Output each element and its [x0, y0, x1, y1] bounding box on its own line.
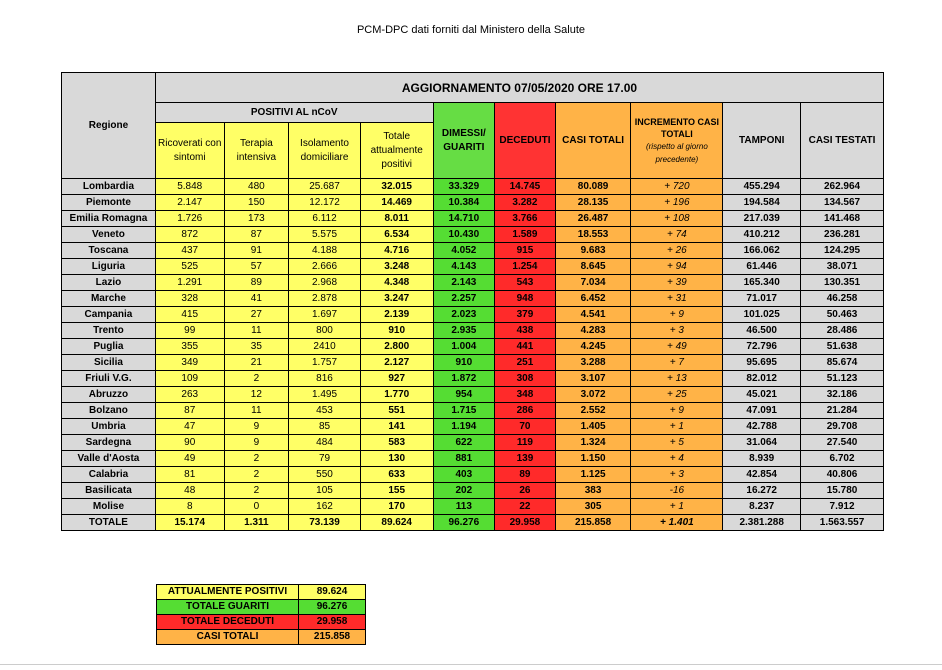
cell-terapia: 35 [224, 339, 289, 355]
cell-casi-testati: 21.284 [801, 403, 884, 419]
cell-totale-positivi: 141 [360, 419, 433, 435]
cell-deceduti: 26 [495, 483, 556, 499]
cell-incremento: + 1.401 [631, 515, 723, 531]
cell-casi-testati: 1.563.557 [801, 515, 884, 531]
page-title: PCM-DPC dati forniti dal Ministero della Salute [356, 24, 586, 36]
cell-totale-positivi: 3.247 [360, 291, 433, 307]
cell-ricoverati: 49 [155, 451, 224, 467]
cell-casi-totali: 305 [555, 499, 631, 515]
cell-regione: Calabria [62, 467, 156, 483]
cell-terapia: 89 [224, 275, 289, 291]
cell-isolamento: 2.968 [289, 275, 361, 291]
cell-incremento: + 31 [631, 291, 723, 307]
cell-incremento: + 196 [631, 195, 723, 211]
cell-deceduti: 29.958 [495, 515, 556, 531]
cell-regione: Umbria [62, 419, 156, 435]
cell-tamponi: 217.039 [723, 211, 801, 227]
cell-casi-testati: 27.540 [801, 435, 884, 451]
cell-terapia: 91 [224, 243, 289, 259]
cell-casi-testati: 130.351 [801, 275, 884, 291]
cell-tamponi: 46.500 [723, 323, 801, 339]
cell-ricoverati: 263 [155, 387, 224, 403]
cell-totale-positivi: 32.015 [360, 179, 433, 195]
cell-dimessi: 1.194 [433, 419, 495, 435]
cell-isolamento: 1.495 [289, 387, 361, 403]
cell-totale-positivi: 2.139 [360, 307, 433, 323]
cell-isolamento: 79 [289, 451, 361, 467]
cell-regione: Piemonte [62, 195, 156, 211]
cell-casi-testati: 134.567 [801, 195, 884, 211]
cell-isolamento: 2.666 [289, 259, 361, 275]
page-divider [0, 664, 942, 665]
table-row [62, 227, 884, 243]
cell-isolamento: 2.878 [289, 291, 361, 307]
cell-ricoverati: 349 [155, 355, 224, 371]
cell-dimessi: 1.872 [433, 371, 495, 387]
cell-isolamento: 25.687 [289, 179, 361, 195]
cell-dimessi: 1.715 [433, 403, 495, 419]
cell-terapia: 2 [224, 483, 289, 499]
cell-deceduti: 139 [495, 451, 556, 467]
cell-terapia: 173 [224, 211, 289, 227]
cell-incremento: + 49 [631, 339, 723, 355]
cell-regione: Sardegna [62, 435, 156, 451]
table-row [62, 499, 884, 515]
cell-terapia: 9 [224, 435, 289, 451]
cell-dimessi: 881 [433, 451, 495, 467]
cell-dimessi: 10.430 [433, 227, 495, 243]
cell-deceduti: 543 [495, 275, 556, 291]
cell-casi-testati: 38.071 [801, 259, 884, 275]
cell-casi-totali: 7.034 [555, 275, 631, 291]
cell-incremento: + 13 [631, 371, 723, 387]
cell-casi-totali: 3.107 [555, 371, 631, 387]
cell-incremento: + 94 [631, 259, 723, 275]
cell-ricoverati: 872 [155, 227, 224, 243]
summary-row [157, 615, 366, 630]
cell-dimessi: 33.329 [433, 179, 495, 195]
cell-ricoverati: 328 [155, 291, 224, 307]
cell-dimessi: 954 [433, 387, 495, 403]
cell-terapia: 2 [224, 451, 289, 467]
cell-totale-positivi: 155 [360, 483, 433, 499]
header-deceduti: DECEDUTI [495, 103, 556, 179]
cell-deceduti: 22 [495, 499, 556, 515]
cell-totale-positivi: 910 [360, 323, 433, 339]
cell-totale-positivi: 4.348 [360, 275, 433, 291]
cell-ricoverati: 15.174 [155, 515, 224, 531]
cell-incremento: + 9 [631, 307, 723, 323]
cell-dimessi: 622 [433, 435, 495, 451]
cell-casi-totali: 3.288 [555, 355, 631, 371]
cell-casi-totali: 4.541 [555, 307, 631, 323]
cell-deceduti: 379 [495, 307, 556, 323]
summary-row [157, 630, 366, 645]
cell-tamponi: 61.446 [723, 259, 801, 275]
cell-terapia: 11 [224, 403, 289, 419]
cell-ricoverati: 5.848 [155, 179, 224, 195]
cell-dimessi: 14.710 [433, 211, 495, 227]
cell-regione: Liguria [62, 259, 156, 275]
cell-dimessi: 403 [433, 467, 495, 483]
cell-totale-positivi: 14.469 [360, 195, 433, 211]
cell-terapia: 0 [224, 499, 289, 515]
header-totale-positivi: Totale attualmente positivi [360, 123, 433, 179]
cell-deceduti: 1.589 [495, 227, 556, 243]
cell-tamponi: 166.062 [723, 243, 801, 259]
cell-isolamento: 1.697 [289, 307, 361, 323]
cell-terapia: 480 [224, 179, 289, 195]
cell-incremento: + 26 [631, 243, 723, 259]
cell-isolamento: 5.575 [289, 227, 361, 243]
cell-terapia: 27 [224, 307, 289, 323]
cell-dimessi: 2.023 [433, 307, 495, 323]
cell-incremento: + 39 [631, 275, 723, 291]
cell-isolamento: 816 [289, 371, 361, 387]
cell-ricoverati: 525 [155, 259, 224, 275]
table-row [62, 179, 884, 195]
cell-casi-totali: 6.452 [555, 291, 631, 307]
cell-deceduti: 3.282 [495, 195, 556, 211]
cell-casi-testati: 50.463 [801, 307, 884, 323]
cell-casi-testati: 236.281 [801, 227, 884, 243]
summary-label: TOTALE DECEDUTI [157, 615, 299, 630]
cell-incremento: + 3 [631, 467, 723, 483]
cell-totale-positivi: 551 [360, 403, 433, 419]
table-row [62, 451, 884, 467]
cell-regione: Lombardia [62, 179, 156, 195]
cell-deceduti: 915 [495, 243, 556, 259]
cell-tamponi: 42.854 [723, 467, 801, 483]
cell-regione: Emilia Romagna [62, 211, 156, 227]
cell-casi-totali: 1.405 [555, 419, 631, 435]
cell-regione: Sicilia [62, 355, 156, 371]
cell-tamponi: 165.340 [723, 275, 801, 291]
cell-dimessi: 4.143 [433, 259, 495, 275]
cell-casi-totali: 80.089 [555, 179, 631, 195]
cell-casi-totali: 4.245 [555, 339, 631, 355]
header-incremento [631, 103, 723, 179]
table-row [62, 387, 884, 403]
cell-casi-totali: 383 [555, 483, 631, 499]
cell-casi-testati: 262.964 [801, 179, 884, 195]
cell-tamponi: 2.381.288 [723, 515, 801, 531]
header-terapia: Terapia intensiva [224, 123, 289, 179]
table-row [62, 339, 884, 355]
table-row [62, 291, 884, 307]
header-ricoverati: Ricoverati con sintomi [155, 123, 224, 179]
cell-ricoverati: 99 [155, 323, 224, 339]
table-row [62, 435, 884, 451]
cell-casi-totali: 1.125 [555, 467, 631, 483]
cell-incremento: + 720 [631, 179, 723, 195]
table-row [62, 307, 884, 323]
cell-casi-testati: 7.912 [801, 499, 884, 515]
cell-isolamento: 484 [289, 435, 361, 451]
cell-regione: Trento [62, 323, 156, 339]
cell-incremento: -16 [631, 483, 723, 499]
cell-isolamento: 550 [289, 467, 361, 483]
cell-dimessi: 910 [433, 355, 495, 371]
cell-totale-positivi: 2.800 [360, 339, 433, 355]
cell-deceduti: 948 [495, 291, 556, 307]
cell-deceduti: 308 [495, 371, 556, 387]
cell-terapia: 1.311 [224, 515, 289, 531]
cell-regione: Molise [62, 499, 156, 515]
cell-ricoverati: 2.147 [155, 195, 224, 211]
header-regione: Regione [62, 73, 156, 179]
cell-tamponi: 95.695 [723, 355, 801, 371]
cell-dimessi: 4.052 [433, 243, 495, 259]
cell-tamponi: 16.272 [723, 483, 801, 499]
header-incremento-label: INCREMENTO CASI TOTALI [634, 116, 720, 139]
table-row [62, 483, 884, 499]
cell-ricoverati: 8 [155, 499, 224, 515]
header-dimessi: DIMESSI/ GUARITI [433, 103, 495, 179]
cell-ricoverati: 47 [155, 419, 224, 435]
cell-deceduti: 348 [495, 387, 556, 403]
cell-casi-testati: 6.702 [801, 451, 884, 467]
cell-regione: Abruzzo [62, 387, 156, 403]
cell-ricoverati: 355 [155, 339, 224, 355]
cell-casi-totali: 1.324 [555, 435, 631, 451]
cell-casi-totali: 8.645 [555, 259, 631, 275]
cell-tamponi: 72.796 [723, 339, 801, 355]
cell-deceduti: 14.745 [495, 179, 556, 195]
cell-isolamento: 105 [289, 483, 361, 499]
table-row [62, 195, 884, 211]
table-row [62, 259, 884, 275]
cell-dimessi: 10.384 [433, 195, 495, 211]
cell-casi-totali: 215.858 [555, 515, 631, 531]
cell-dimessi: 2.257 [433, 291, 495, 307]
summary-label: CASI TOTALI [157, 630, 299, 645]
cell-ricoverati: 90 [155, 435, 224, 451]
cell-incremento: + 1 [631, 419, 723, 435]
cell-tamponi: 45.021 [723, 387, 801, 403]
cell-tamponi: 8.939 [723, 451, 801, 467]
cell-dimessi: 202 [433, 483, 495, 499]
cell-casi-totali: 26.487 [555, 211, 631, 227]
cell-dimessi: 113 [433, 499, 495, 515]
cell-ricoverati: 415 [155, 307, 224, 323]
table-row [62, 243, 884, 259]
cell-incremento: + 74 [631, 227, 723, 243]
summary-value: 89.624 [299, 585, 366, 600]
cell-regione: Friuli V.G. [62, 371, 156, 387]
cell-casi-testati: 85.674 [801, 355, 884, 371]
cell-regione: Marche [62, 291, 156, 307]
header-tamponi: TAMPONI [723, 103, 801, 179]
cell-deceduti: 438 [495, 323, 556, 339]
cell-totale-positivi: 6.534 [360, 227, 433, 243]
cell-isolamento: 4.188 [289, 243, 361, 259]
cell-terapia: 57 [224, 259, 289, 275]
cell-deceduti: 251 [495, 355, 556, 371]
table-row [62, 467, 884, 483]
header-casi-totali: CASI TOTALI [555, 103, 631, 179]
cell-deceduti: 70 [495, 419, 556, 435]
cell-terapia: 9 [224, 419, 289, 435]
cell-tamponi: 42.788 [723, 419, 801, 435]
cell-isolamento: 162 [289, 499, 361, 515]
cell-incremento: + 4 [631, 451, 723, 467]
positivi-group-header: POSITIVI AL nCoV [155, 103, 433, 123]
table-row [62, 275, 884, 291]
totals-row [62, 515, 884, 531]
cell-casi-totali: 4.283 [555, 323, 631, 339]
cell-totale-positivi: 3.248 [360, 259, 433, 275]
cell-regione: TOTALE [62, 515, 156, 531]
cell-totale-positivi: 583 [360, 435, 433, 451]
cell-totale-positivi: 170 [360, 499, 433, 515]
cell-tamponi: 410.212 [723, 227, 801, 243]
table-row [62, 355, 884, 371]
cell-ricoverati: 1.726 [155, 211, 224, 227]
cell-casi-totali: 1.150 [555, 451, 631, 467]
cell-terapia: 12 [224, 387, 289, 403]
cell-totale-positivi: 8.011 [360, 211, 433, 227]
cell-ricoverati: 48 [155, 483, 224, 499]
cell-tamponi: 455.294 [723, 179, 801, 195]
cell-regione: Toscana [62, 243, 156, 259]
cell-terapia: 41 [224, 291, 289, 307]
cell-regione: Veneto [62, 227, 156, 243]
cell-casi-totali: 2.552 [555, 403, 631, 419]
summary-label: TOTALE GUARITI [157, 600, 299, 615]
cell-deceduti: 3.766 [495, 211, 556, 227]
summary-row [157, 585, 366, 600]
cell-regione: Bolzano [62, 403, 156, 419]
cell-ricoverati: 1.291 [155, 275, 224, 291]
cell-regione: Basilicata [62, 483, 156, 499]
summary-label: ATTUALMENTE POSITIVI [157, 585, 299, 600]
cell-casi-totali: 18.553 [555, 227, 631, 243]
cell-tamponi: 101.025 [723, 307, 801, 323]
cell-totale-positivi: 130 [360, 451, 433, 467]
header-casi-testati: CASI TESTATI [801, 103, 884, 179]
cell-regione: Lazio [62, 275, 156, 291]
cell-tamponi: 8.237 [723, 499, 801, 515]
cell-incremento: + 7 [631, 355, 723, 371]
cell-terapia: 11 [224, 323, 289, 339]
cell-deceduti: 286 [495, 403, 556, 419]
cell-deceduti: 119 [495, 435, 556, 451]
summary-row [157, 600, 366, 615]
cell-deceduti: 89 [495, 467, 556, 483]
cell-regione: Valle d'Aosta [62, 451, 156, 467]
cell-incremento: + 3 [631, 323, 723, 339]
summary-table [156, 584, 366, 645]
cell-ricoverati: 109 [155, 371, 224, 387]
cell-isolamento: 2410 [289, 339, 361, 355]
table-row [62, 403, 884, 419]
cell-terapia: 2 [224, 371, 289, 387]
cell-terapia: 87 [224, 227, 289, 243]
cell-terapia: 2 [224, 467, 289, 483]
cell-casi-totali: 9.683 [555, 243, 631, 259]
cell-totale-positivi: 1.770 [360, 387, 433, 403]
cell-regione: Campania [62, 307, 156, 323]
summary-value: 29.958 [299, 615, 366, 630]
summary-value: 215.858 [299, 630, 366, 645]
cell-casi-testati: 51.123 [801, 371, 884, 387]
cell-isolamento: 12.172 [289, 195, 361, 211]
cell-totale-positivi: 927 [360, 371, 433, 387]
table-row [62, 419, 884, 435]
cell-dimessi: 1.004 [433, 339, 495, 355]
cell-tamponi: 31.064 [723, 435, 801, 451]
cell-isolamento: 453 [289, 403, 361, 419]
cell-isolamento: 6.112 [289, 211, 361, 227]
table-row [62, 211, 884, 227]
cell-casi-testati: 29.708 [801, 419, 884, 435]
cell-casi-testati: 28.486 [801, 323, 884, 339]
cell-terapia: 150 [224, 195, 289, 211]
cell-isolamento: 1.757 [289, 355, 361, 371]
cell-ricoverati: 87 [155, 403, 224, 419]
cell-tamponi: 47.091 [723, 403, 801, 419]
cell-totale-positivi: 4.716 [360, 243, 433, 259]
cell-regione: Puglia [62, 339, 156, 355]
cell-deceduti: 441 [495, 339, 556, 355]
update-title: AGGIORNAMENTO 07/05/2020 ORE 17.00 [155, 73, 883, 103]
cell-incremento: + 5 [631, 435, 723, 451]
cell-casi-testati: 51.638 [801, 339, 884, 355]
summary-value: 96.276 [299, 600, 366, 615]
cell-dimessi: 2.143 [433, 275, 495, 291]
cell-dimessi: 2.935 [433, 323, 495, 339]
table-row [62, 371, 884, 387]
cell-incremento: + 9 [631, 403, 723, 419]
cell-incremento: + 1 [631, 499, 723, 515]
table-row [62, 323, 884, 339]
header-incremento-note: (rispetto al giorno precedente) [645, 141, 708, 164]
cell-isolamento: 800 [289, 323, 361, 339]
cell-totale-positivi: 2.127 [360, 355, 433, 371]
cell-casi-totali: 3.072 [555, 387, 631, 403]
cell-casi-testati: 124.295 [801, 243, 884, 259]
cell-casi-testati: 46.258 [801, 291, 884, 307]
covid-data-table [61, 72, 884, 531]
cell-ricoverati: 437 [155, 243, 224, 259]
cell-tamponi: 82.012 [723, 371, 801, 387]
cell-casi-testati: 141.468 [801, 211, 884, 227]
cell-isolamento: 85 [289, 419, 361, 435]
cell-totale-positivi: 89.624 [360, 515, 433, 531]
cell-totale-positivi: 633 [360, 467, 433, 483]
cell-terapia: 21 [224, 355, 289, 371]
cell-tamponi: 194.584 [723, 195, 801, 211]
cell-casi-testati: 32.186 [801, 387, 884, 403]
cell-isolamento: 73.139 [289, 515, 361, 531]
cell-deceduti: 1.254 [495, 259, 556, 275]
cell-incremento: + 25 [631, 387, 723, 403]
cell-casi-totali: 28.135 [555, 195, 631, 211]
cell-tamponi: 71.017 [723, 291, 801, 307]
cell-dimessi: 96.276 [433, 515, 495, 531]
header-isolamento: Isolamento domiciliare [289, 123, 361, 179]
cell-casi-testati: 40.806 [801, 467, 884, 483]
cell-casi-testati: 15.780 [801, 483, 884, 499]
cell-ricoverati: 81 [155, 467, 224, 483]
cell-incremento: + 108 [631, 211, 723, 227]
